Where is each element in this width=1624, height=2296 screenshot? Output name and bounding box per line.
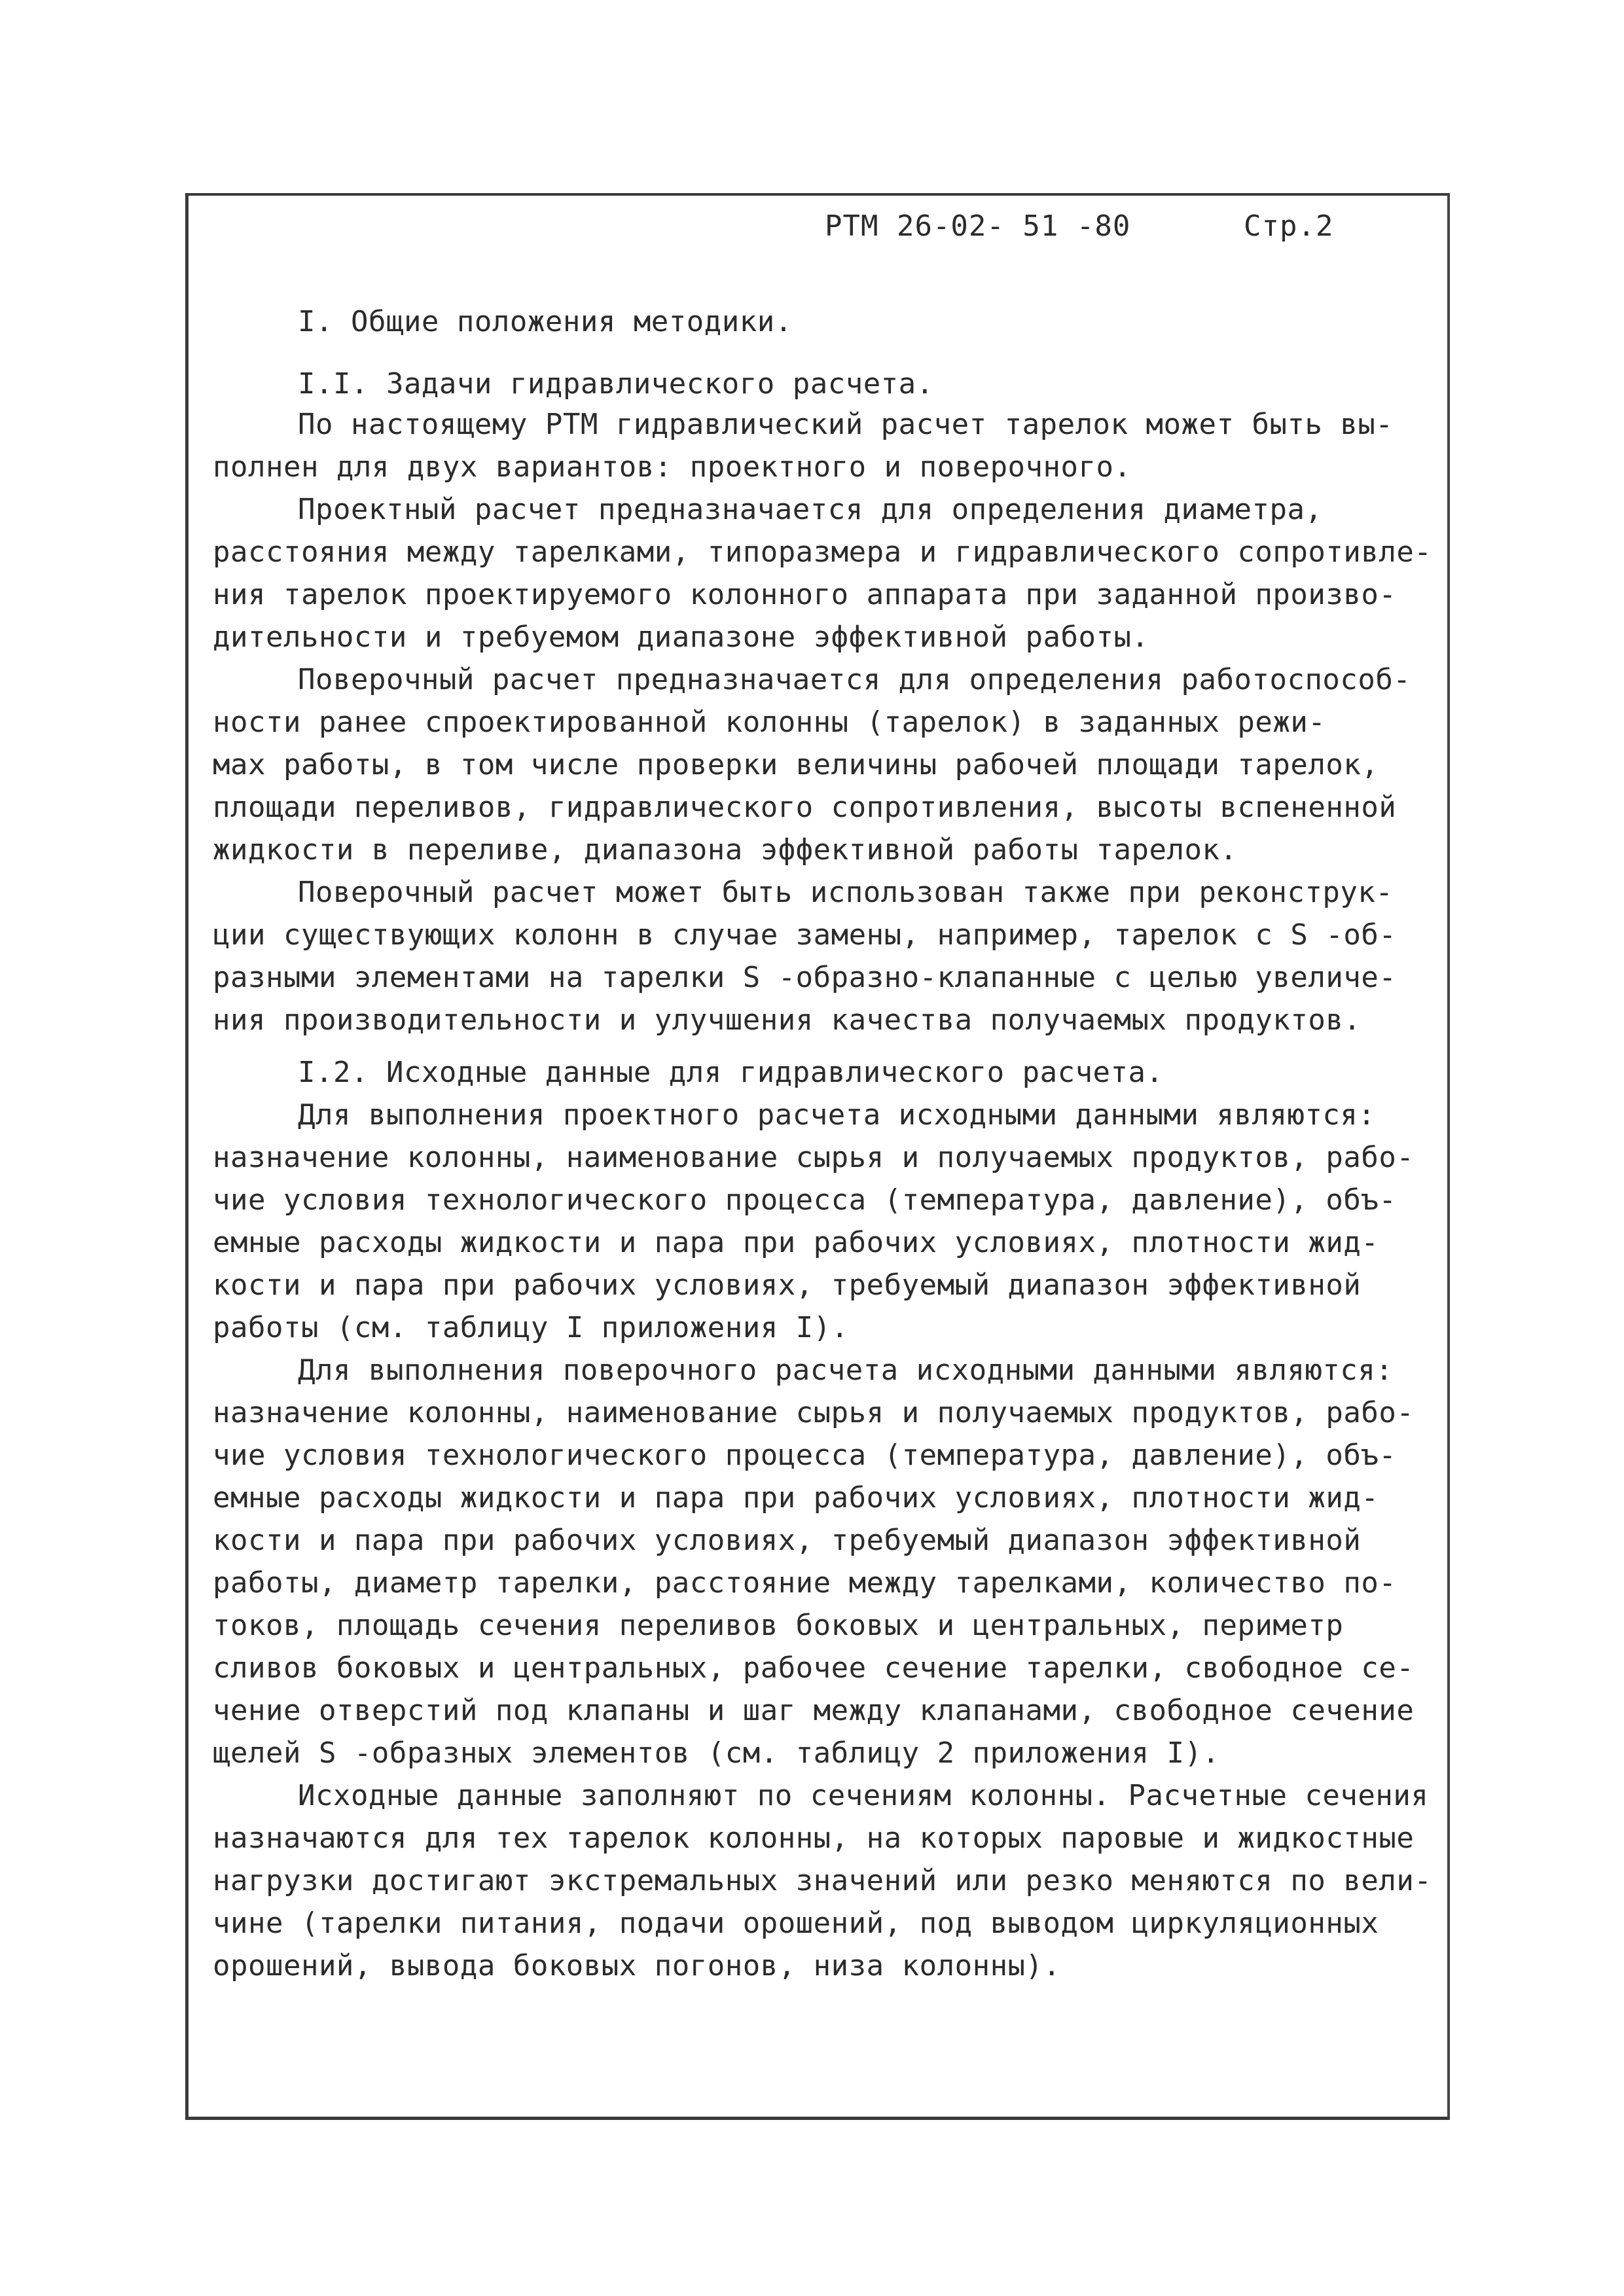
- text-line: Для выполнения поверочного расчета исходными данными являются:: [298, 1354, 1394, 1387]
- text-line: сливов боковых и центральных, рабочее сечение тарелки, свободное се-: [213, 1651, 1415, 1685]
- text-line: емные расходы жидкости и пара при рабочих условиях, плотности жид-: [213, 1226, 1379, 1259]
- text-line: назначаются для тех тарелок колонны, на которых паровые и жидкостные: [213, 1821, 1415, 1855]
- section-heading: I. Общие положения методики.: [298, 305, 793, 338]
- text-line: чине (тарелки питания, подачи орошений, под выводом циркуляционных: [213, 1907, 1379, 1940]
- text-line: полнен для двух вариантов: проектного и поверочного.: [213, 450, 1132, 484]
- text-line: Проектный расчет предназначается для определения диаметра,: [298, 493, 1323, 526]
- text-line: емные расходы жидкости и пара при рабочих условиях, плотности жид-: [213, 1481, 1379, 1515]
- text-line: ности ранее спроектированной колонны (тарелок) в заданных режи-: [213, 706, 1326, 739]
- text-line: дительности и требуемом диапазоне эффективной работы.: [213, 620, 1149, 654]
- text-line: Исходные данные заполняют по сечениям колонны. Расчетные сечения: [298, 1779, 1429, 1812]
- text-line: мах работы, в том числе проверки величины рабочей площади тарелок,: [213, 748, 1379, 781]
- text-line: ния производительности и улучшения качества получаемых продуктов.: [213, 1003, 1362, 1037]
- text-line: нагрузки достигают экстремальных значений или резко меняются по вели-: [213, 1864, 1432, 1897]
- text-line: разными элементами на тарелки S -образно-клапанные с целью увеличе-: [213, 961, 1397, 994]
- text-line: чие условия технологического процесса (температура, давление), объ-: [213, 1183, 1397, 1217]
- text-line: ции существующих колонн в случае замены, например, тарелок с S -об-: [213, 918, 1397, 952]
- document-code: РТМ 26-02- 51 -80: [825, 209, 1131, 243]
- text-line: расстояния между тарелками, типоразмера и гидравлического сопротивле-: [213, 535, 1432, 569]
- text-line: щелей S -образных элементов (см. таблицу 2 приложения I).: [213, 1736, 1220, 1770]
- text-line: Для выполнения проектного расчета исходными данными являются:: [298, 1098, 1376, 1132]
- text-line: токов, площадь сечения переливов боковых и центральных, периметр: [213, 1609, 1344, 1642]
- text-line: площади переливов, гидравлического сопротивления, высоты вспененной: [213, 791, 1397, 824]
- text-line: жидкости в переливе, диапазона эффективной работы тарелок.: [213, 833, 1238, 867]
- page-header: [825, 209, 1334, 243]
- subsection-heading: I.2. Исходные данные для гидравлического расчета.: [298, 1056, 1164, 1089]
- text-line: работы (см. таблицу I приложения I).: [213, 1311, 849, 1344]
- text-line: Поверочный расчет может быть использован также при реконструк-: [298, 876, 1394, 909]
- text-line: орошений, вывода боковых погонов, низа колонны).: [213, 1949, 1061, 1982]
- text-line: чие условия технологического процесса (температура, давление), объ-: [213, 1439, 1397, 1472]
- text-line: По настоящему РТМ гидравлический расчет тарелок может быть вы-: [298, 408, 1394, 441]
- text-line: назначение колонны, наименование сырья и получаемых продуктов, рабо-: [213, 1141, 1415, 1174]
- text-line: ния тарелок проектируемого колонного аппарата при заданной произво-: [213, 578, 1397, 611]
- text-line: чение отверстий под клапаны и шаг между клапанами, свободное сечение: [213, 1694, 1415, 1727]
- subsection-heading: I.I. Задачи гидравлического расчета.: [298, 367, 934, 401]
- text-line: Поверочный расчет предназначается для определения работоспособ-: [298, 663, 1411, 696]
- text-line: назначение колонны, наименование сырья и получаемых продуктов, рабо-: [213, 1396, 1415, 1429]
- page-number: Стр.2: [1244, 209, 1334, 243]
- text-line: работы, диаметр тарелки, расстояние между тарелками, количество по-: [213, 1566, 1397, 1600]
- text-line: кости и пара при рабочих условиях, требуемый диапазон эффективной: [213, 1268, 1362, 1302]
- text-line: кости и пара при рабочих условиях, требуемый диапазон эффективной: [213, 1524, 1362, 1557]
